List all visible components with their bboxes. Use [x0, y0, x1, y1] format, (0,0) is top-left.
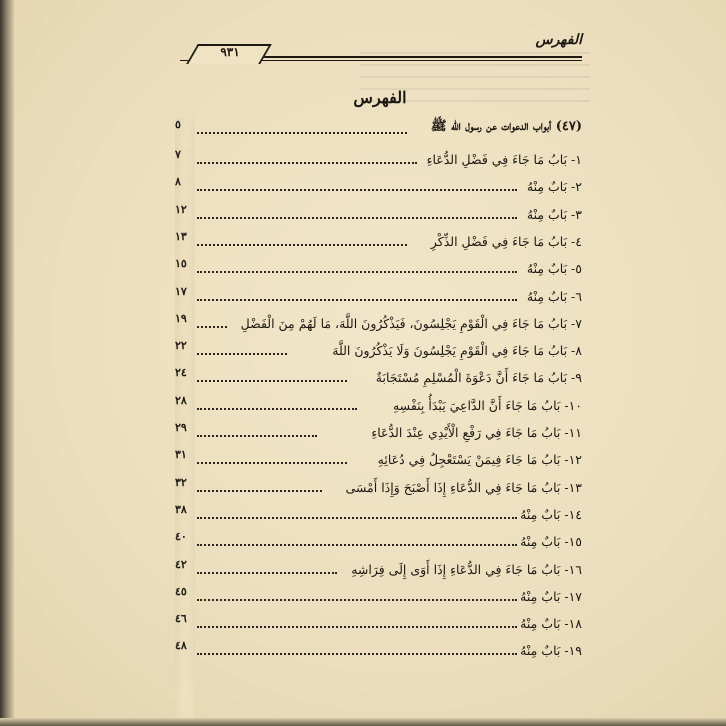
- toc-entry: [175, 476, 582, 498]
- toc-entry: [175, 503, 582, 525]
- leader-dots: [197, 490, 322, 492]
- leader-dots: [197, 299, 517, 301]
- toc-entry: [175, 612, 582, 634]
- toc-entry-page: ٢٢: [175, 339, 195, 726]
- toc-entry: [175, 312, 582, 334]
- page-number: ٩٣١: [220, 45, 240, 59]
- toc-entry-label: ٩- بَابُ مَا جَاءَ أَنَّ دَعْوَةَ الْمُسْلِمِ مُسْتَجَابَةٌ: [375, 370, 582, 386]
- toc-entry-page: ٤٨: [175, 639, 195, 726]
- toc-entry-label: ٨- بَابُ مَا جَاءَ فِي الْقَوْمِ يَجْلِسُونَ وَلَا يَذْكُرُونَ اللَّهَ: [332, 343, 582, 359]
- toc-entry-page: ١٢: [175, 203, 195, 726]
- toc-entry-label: ١٤- بَابٌ مِنْهُ: [520, 506, 582, 522]
- toc-entry-label: ٦- بَابٌ مِنْهُ: [526, 288, 582, 304]
- toc-entry-page: ٢٩: [175, 421, 195, 726]
- leader-dots: [197, 544, 517, 546]
- toc-entry: [175, 558, 582, 580]
- toc-entry-label: ١٨- بَابٌ مِنْهُ: [520, 616, 582, 632]
- toc-entry-page: ٣٨: [175, 503, 195, 726]
- toc-entry: [175, 203, 582, 225]
- toc-entry: [175, 230, 582, 252]
- leader-dots: [197, 408, 357, 410]
- toc-entry-label: ٥- بَابٌ مِنْهُ: [526, 261, 582, 277]
- leader-dots: [197, 326, 227, 328]
- book-spine-edge: [0, 0, 14, 726]
- leader-dots: [197, 189, 517, 191]
- toc-entry-label: ٤- بَابُ مَا جَاءَ فِي فَضْلِ الذِّكْرِ: [430, 233, 582, 249]
- leader-dots: [197, 132, 407, 134]
- leader-dots: [197, 271, 517, 273]
- section-title: (٤٧) أبواب الدعوات عن رسول الله ﷺ: [430, 119, 582, 134]
- leader-dots: [197, 517, 517, 519]
- toc-entry: [175, 339, 582, 361]
- toc-entry-page: ٧: [175, 148, 195, 726]
- toc-entry: [175, 639, 582, 661]
- leader-dots: [197, 162, 417, 164]
- header-rule: [252, 56, 582, 58]
- toc-entry-page: ١٧: [175, 285, 195, 726]
- toc-entry-label: ١٣- بَابُ مَا جَاءَ فِي الدُّعَاءِ إِذَا أَصْبَحَ وَإِذَا أَمْسَى: [345, 479, 582, 495]
- toc-section-row: [175, 118, 582, 140]
- toc-entry: [175, 175, 582, 197]
- toc-entry-page: ١٩: [175, 312, 195, 726]
- toc-entry: [175, 257, 582, 279]
- toc-entry-label: ١٧- بَابٌ مِنْهُ: [520, 588, 582, 604]
- toc-entry-label: ١٠- بَابُ مَا جَاءَ أَنَّ الدَّاعِيَ يَبْدَأُ بِنَفْسِهِ: [392, 397, 582, 413]
- section-page-number: ٥: [175, 118, 195, 726]
- toc-entry: [175, 285, 582, 307]
- leader-dots: [197, 462, 347, 464]
- page-title: الفهرس: [353, 88, 407, 107]
- toc-entry-label: ٢- بَابٌ مِنْهُ: [526, 179, 582, 195]
- leader-dots: [197, 599, 517, 601]
- toc-entry-label: ١٦- بَابُ مَا جَاءَ فِي الدُّعَاءِ إِذَا أَوَى إِلَى فِرَاشِهِ: [351, 561, 582, 577]
- toc-entry-page: ٣٢: [175, 476, 195, 726]
- leader-dots: [197, 353, 287, 355]
- toc-entry: [175, 585, 582, 607]
- page-bottom-edge: [0, 718, 726, 726]
- leader-dots: [197, 217, 517, 219]
- toc-entry-page: ٢٨: [175, 394, 195, 726]
- toc-entry-page: ٢٤: [175, 366, 195, 726]
- toc-entry-page: ٤٠: [175, 530, 195, 726]
- toc-entry: [175, 448, 582, 470]
- leader-dots: [197, 653, 517, 655]
- toc-entry-label: ١٥- بَابٌ مِنْهُ: [520, 534, 582, 550]
- toc-entry-page: ٤٥: [175, 585, 195, 726]
- toc-entry-label: ٣- بَابٌ مِنْهُ: [526, 206, 582, 222]
- leader-dots: [197, 435, 317, 437]
- toc-entry: [175, 148, 582, 170]
- toc-entry: [175, 394, 582, 416]
- running-header: [180, 32, 582, 60]
- toc-entry-label: ١- بَابُ مَا جَاءَ فِي فَضْلِ الدُّعَاءِ: [426, 152, 582, 167]
- header-title: الفهرس: [535, 32, 582, 48]
- leader-dots: [197, 572, 337, 574]
- leader-dots: [197, 380, 347, 382]
- toc-entry-page: ١٥: [175, 257, 195, 726]
- toc-entry: [175, 366, 582, 388]
- toc-entry-label: ٧- بَابُ مَا جَاءَ فِي الْقَوْمِ يَجْلِسُونَ، فَيَذْكُرُونَ اللَّهَ، مَا لَهُمْ مِنَ الْفَضْلِ: [240, 315, 582, 331]
- toc-entry-page: ١٣: [175, 230, 195, 726]
- toc-entry-label: ١٢- بَابُ مَا جَاءَ فِيمَنْ يَسْتَعْجِلُ فِي دُعَائِهِ: [377, 452, 582, 468]
- toc-entry: [175, 530, 582, 552]
- leader-dots: [197, 244, 407, 246]
- toc-entry-page: ٤٦: [175, 612, 195, 726]
- toc-entry-page: ٤٢: [175, 558, 195, 726]
- toc-entry-page: ٨: [175, 175, 195, 726]
- toc-entry-page: ٣١: [175, 448, 195, 726]
- leader-dots: [197, 626, 517, 628]
- toc-entry: [175, 421, 582, 443]
- toc-entry-label: ١١- بَابُ مَا جَاءَ فِي رَفْعِ الْأَيْدِي عِنْدَ الدُّعَاءِ: [371, 425, 582, 440]
- toc-entry-label: ١٩- بَابٌ مِنْهُ: [520, 643, 582, 659]
